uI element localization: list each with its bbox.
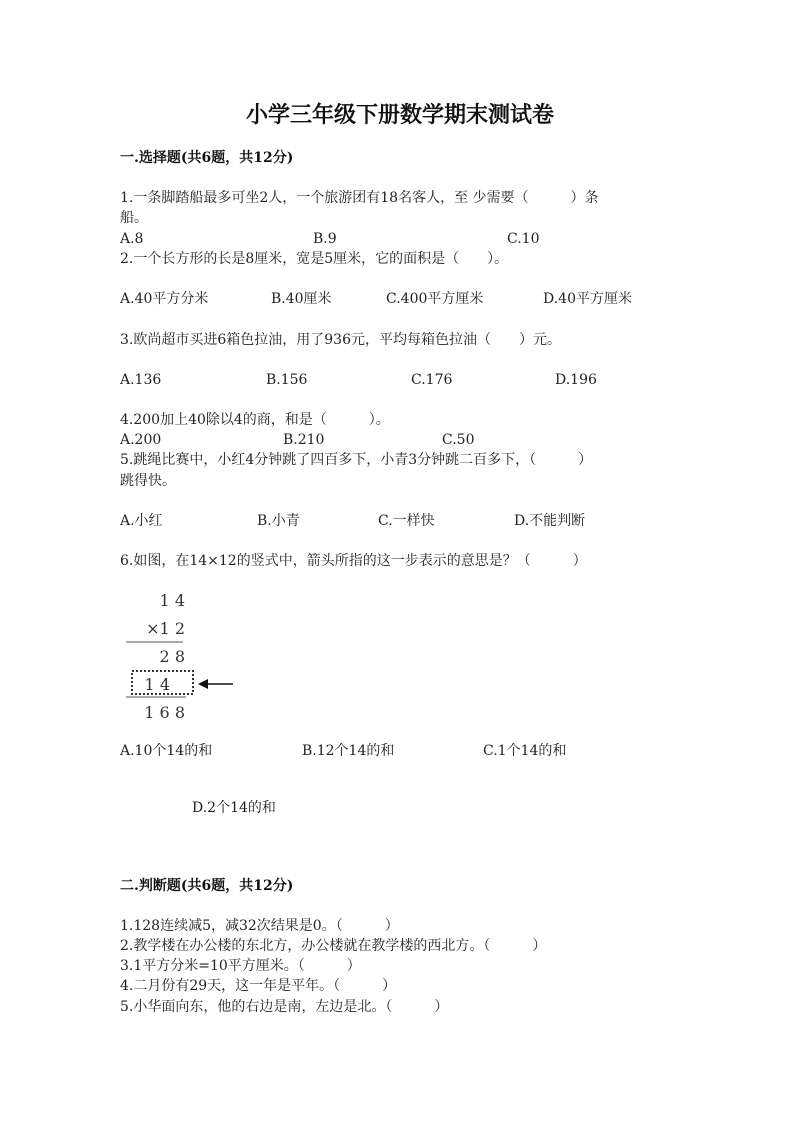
option-c: C.176 [411,372,453,388]
option-b: B.210 [283,432,325,448]
page-title: 小学三年级下册数学期末测试卷 [245,102,554,128]
option-b: B.12个14的和 [302,743,395,759]
multiplicand: 1 4 [159,591,185,610]
option-a: A.200 [120,432,162,448]
partial-product-1: 2 8 [159,647,185,666]
option-d: D.不能判断 [514,513,586,529]
section2-heading: 二.判断题(共6题，共12分) [120,878,294,894]
option-a: A.10个14的和 [120,743,213,759]
arrow-left-icon [198,679,233,689]
option-c: C.10 [507,231,540,247]
question-text: 跳得快。 [120,473,176,489]
list-item: 5.小华面向东，他的右边是南，左边是北。（ ） [120,999,449,1015]
option-c: C.50 [442,432,475,448]
section1-heading: 一.选择题(共6题，共12分) [120,150,294,166]
list-item: 3.1平方分米=10平方厘米。（ ） [120,958,361,974]
list-item: 1.128连续减5，减32次结果是0。（ ） [120,918,399,934]
option-b: B.9 [313,231,337,247]
option-d: D.40平方厘米 [543,291,632,307]
option-d: D.2个14的和 [192,800,276,816]
option-d: D.196 [555,372,597,388]
option-c: C.400平方厘米 [386,291,484,307]
partial-product-2: 1 4 [144,675,170,694]
list-item: 4.二月份有29天，这一年是平年。（ ） [120,978,397,994]
option-b: B.40厘米 [271,291,332,307]
option-a: A.小红 [120,513,163,529]
option-b: B.小青 [257,513,300,529]
question-text: 船。 [120,210,148,226]
option-a: A.8 [120,231,144,247]
multiplier: ×1 2 [146,619,185,638]
question-text: 5.跳绳比赛中，小红4分钟跳了四百多下，小青3分钟跳二百多下，（ ） [120,452,593,468]
option-b: B.156 [266,372,308,388]
question-text: 6.如图，在14×12的竖式中，箭头所指的这一步表示的意思是？（ ） [120,553,587,569]
question-text: 1.一条脚踏船最多可坐2人，一个旅游团有18名客人，至 少需要（ ）条 [120,190,599,206]
list-item: 2.教学楼在办公楼的东北方，办公楼就在教学楼的西北方。（ ） [120,938,547,954]
option-a: A.136 [120,372,162,388]
option-c: C.1个14的和 [483,743,567,759]
question-text: 4.200加上40除以4的商，和是（ ）。 [120,412,390,428]
option-a: A.40平方分米 [120,291,209,307]
product-result: 1 6 8 [144,703,185,722]
question-text: 2.一个长方形的长是8厘米，宽是5厘米，它的面积是（ ）。 [120,251,509,267]
question-text: 3.欧尚超市买进6箱色拉油，用了936元，平均每箱色拉油（ ）元。 [120,332,561,348]
option-c: C.一样快 [378,513,435,529]
